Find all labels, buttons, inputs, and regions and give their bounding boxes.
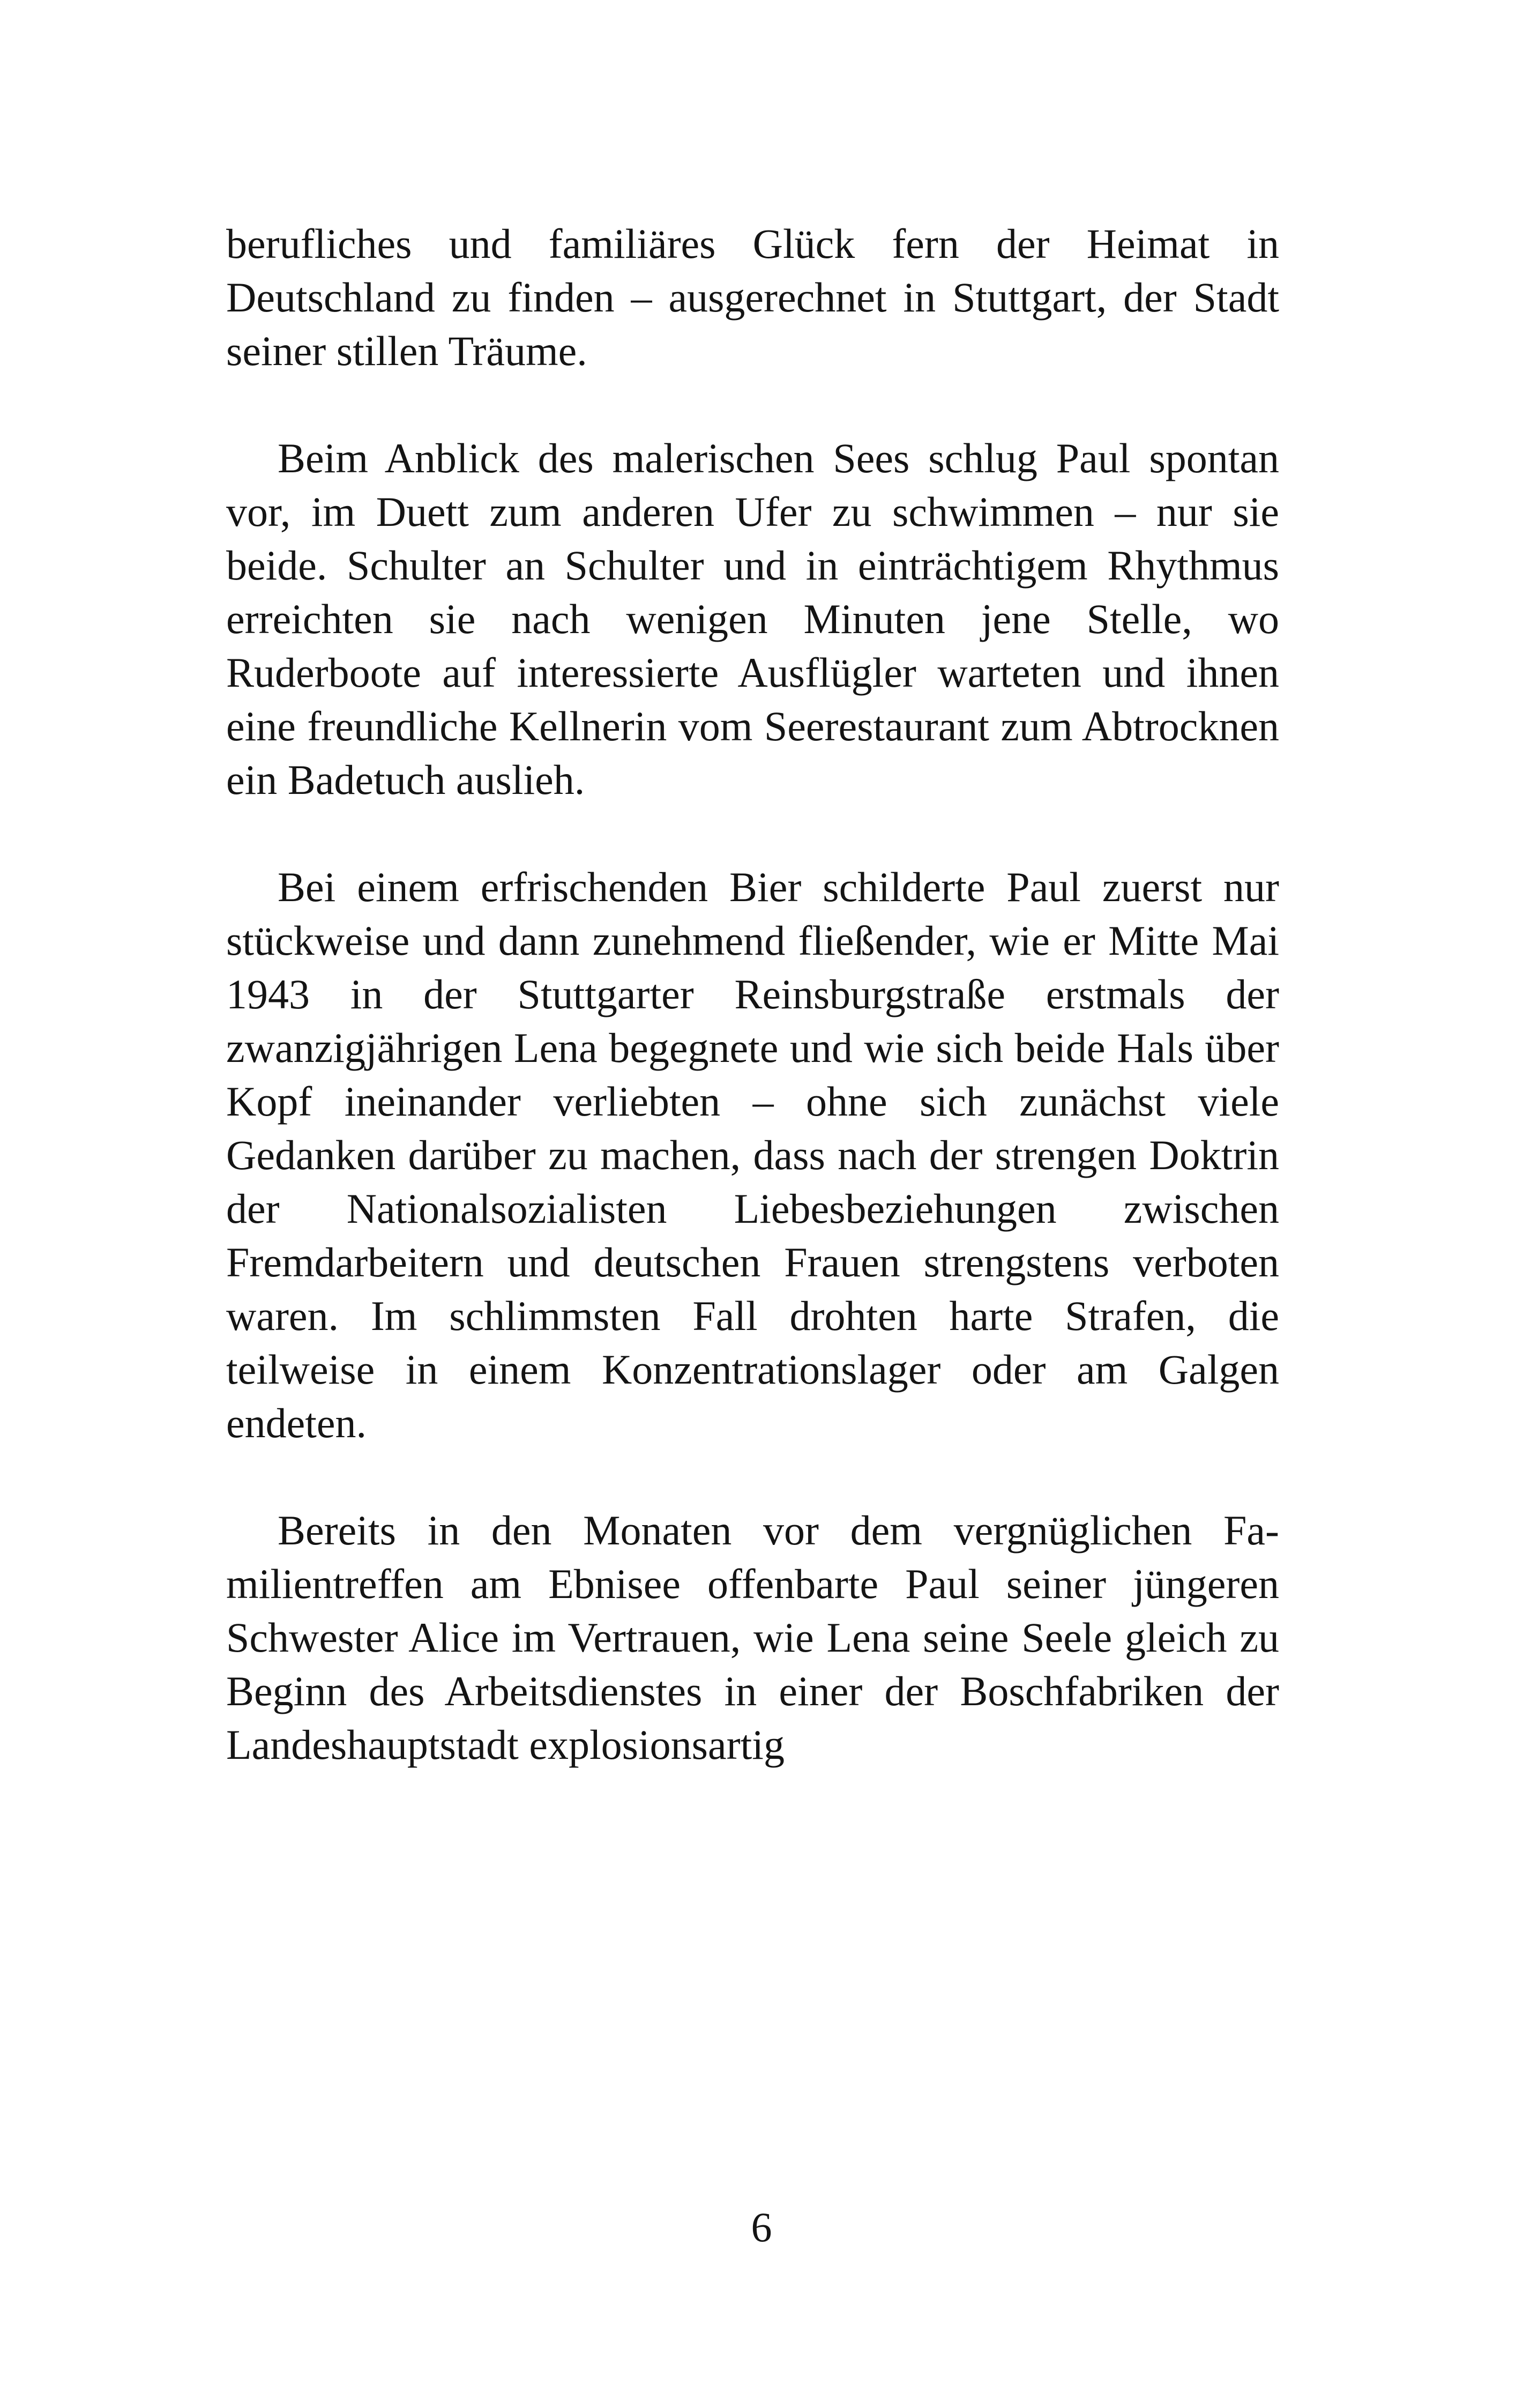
body-text: [226, 217, 1279, 1772]
paragraph-alice: Bereits in den Monaten vor dem vergnüglichen Familientreffen am Ebnisee offenbarte Paul seiner jüngeren Schwester Alice im Vertrauen, wie Lena seine Seele gleich zu Beginn des Arbeitsdienstes in einer der Boschfabriken der Landeshauptstadt explosionsartig: [226, 1507, 1279, 1768]
page-number: 6: [751, 2204, 772, 2250]
paragraph-lake-swim: Beim Anblick des malerischen Sees schlug Paul spontan vor, im Duett zum anderen Ufer zu schwimmen – nur sie beide. Schulter an Schulter und in einträchtigem Rhythmus erreichten sie nach wenigen Minuten jene Stelle, wo Ruderboote auf interessierte Ausflügler warteten und ihnen eine freundliche Kellnerin vom Seerestaurant zum Abtrocknen ein Badetuch auslieh.: [226, 435, 1279, 803]
paragraph-continued: berufliches und familiäres Glück fern der Heimat in Deutschland zu finden – ausgerechnet in Stuttgart, der Stadt seiner stillen Träume.: [226, 220, 1279, 374]
paragraph-beer-story: Bei einem erfrischenden Bier schilderte Paul zuerst nur stückweise und dann zunehmend fließender, wie er Mitte Mai 1943 in der Stuttgarter Reinsburgstraße erstmals der zwanzigjährigen Lena begegnete und wie sich beide Hals über Kopf ineinander verliebten – ohne sich zunächst viele Gedanken darüber zu machen, dass nach der strengen Doktrin der Nationalsozialisten Liebesbeziehungen zwischen Fremdarbeitern und deutschen Frauen strengstens verboten waren. Im schlimmsten Fall drohten harte Strafen, die teilweise in einem Konzentrationslager oder am Galgen endeten.: [226, 864, 1279, 1446]
